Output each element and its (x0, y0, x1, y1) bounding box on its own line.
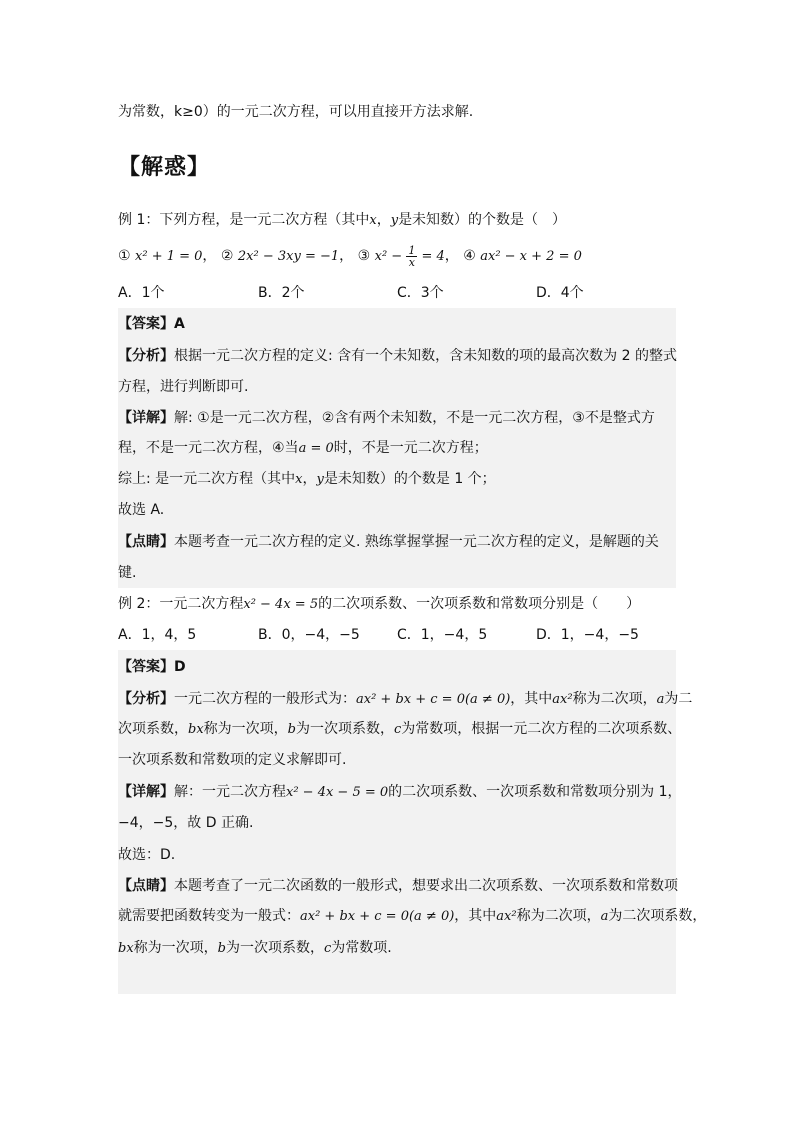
ex2-comment-line-1: 【点睛】本题考查了一元二次函数的一般形式，想要求出二次项系数、一次项系数和常数项 (118, 878, 678, 894)
fraction: $\frac{1}{x}$ (408, 244, 416, 269)
ex2-analysis-line-3: 一次项系数和常数项的定义求解即可. (118, 752, 347, 768)
ex1-question: 例 1：下列方程，是一元二次方程（其中x，y是未知数）的个数是（ ） (118, 212, 567, 228)
ex2-answer: 【答案】D (118, 659, 186, 675)
ex1-choice: 故选 A. (118, 502, 165, 518)
ex2-comment-line-2: 就需要把函数转变为一般式：ax² + bx + c = 0(a ≠ 0)，其中ax²称为二次项，a为二次项系数， (118, 908, 707, 924)
ex1-comment-line-1: 【点睛】本题考查一元二次方程的定义. 熟练掌握掌握一元二次方程的定义，是解题的关 (118, 534, 659, 550)
ex2-comment-line-3: bx称为一次项，b为一次项系数，c为常数项. (118, 940, 392, 956)
ex1-option-a: A．1个 (118, 285, 165, 301)
ex2-analysis-line-2: 次项系数，bx称为一次项，b为一次项系数，c为常数项，根据一元二次方程的二次项系数、 (118, 721, 682, 737)
ex1-analysis-line-2: 方程，进行判断即可. (118, 379, 249, 395)
ex1-option-c: C．3个 (397, 285, 444, 301)
ex1-option-b: B．2个 (258, 285, 305, 301)
ex1-option-d: D．4个 (536, 285, 584, 301)
equation-1: x² + 1 = 0 (135, 249, 203, 264)
ex2-option-b: B．0，−4，−5 (258, 627, 360, 643)
ex1-analysis-line-1: 【分析】根据一元二次方程的定义: 含有一个未知数，含未知数的项的最高次数为 2 的整式 (118, 348, 677, 364)
ex2-choice: 故选：D. (118, 847, 176, 863)
ex1-equations: ① x² + 1 = 0， ② 2x² − 3xy = −1， ③ x² − $\frac{1}{x}$ = 4， ④ ax² − x + 2 = 0 (118, 244, 582, 269)
intro-line: 为常数，k≥0）的一元二次方程，可以用直接开方法求解. (118, 104, 474, 120)
ex2-option-d: D．1，−4，−5 (536, 627, 639, 643)
equation-3: x² − $\frac{1}{x}$ = 4 (374, 244, 445, 269)
equation-2: 2x² − 3xy = −1 (237, 249, 340, 264)
ex2-detail-line-1: 【详解】解：一元二次方程x² − 4x − 5 = 0的二次项系数、一次项系数和常数项分别为 1， (118, 784, 682, 800)
ex1-detail-line-2: 程，不是一元二次方程，④当a = 0时，不是一元二次方程； (118, 440, 488, 456)
ex1-comment-line-2: 键. (118, 565, 137, 581)
ex2-analysis-line-1: 【分析】一元二次方程的一般形式为：ax² + bx + c = 0(a ≠ 0)，其中ax²称为二次项，a为二 (118, 691, 693, 707)
ex2-option-c: C．1，−4，5 (397, 627, 488, 643)
section-heading: 【解惑】 (118, 155, 211, 180)
ex2-detail-line-2: −4，−5，故 D 正确. (118, 815, 254, 831)
ex1-detail-line-1: 【详解】解: ①是一元二次方程，②含有两个未知数，不是一元二次方程，③不是整式方 (118, 410, 655, 426)
ex1-summary: 综上: 是一元二次方程（其中x，y是未知数）的个数是 1 个； (118, 471, 496, 487)
ex2-question: 例 2：一元二次方程x² − 4x = 5的二次项系数、一次项系数和常数项分别是（ ） (118, 596, 641, 612)
equation-4: ax² − x + 2 = 0 (480, 249, 582, 264)
ex1-answer: 【答案】A (118, 316, 185, 332)
ex2-option-a: A．1，4，5 (118, 627, 197, 643)
